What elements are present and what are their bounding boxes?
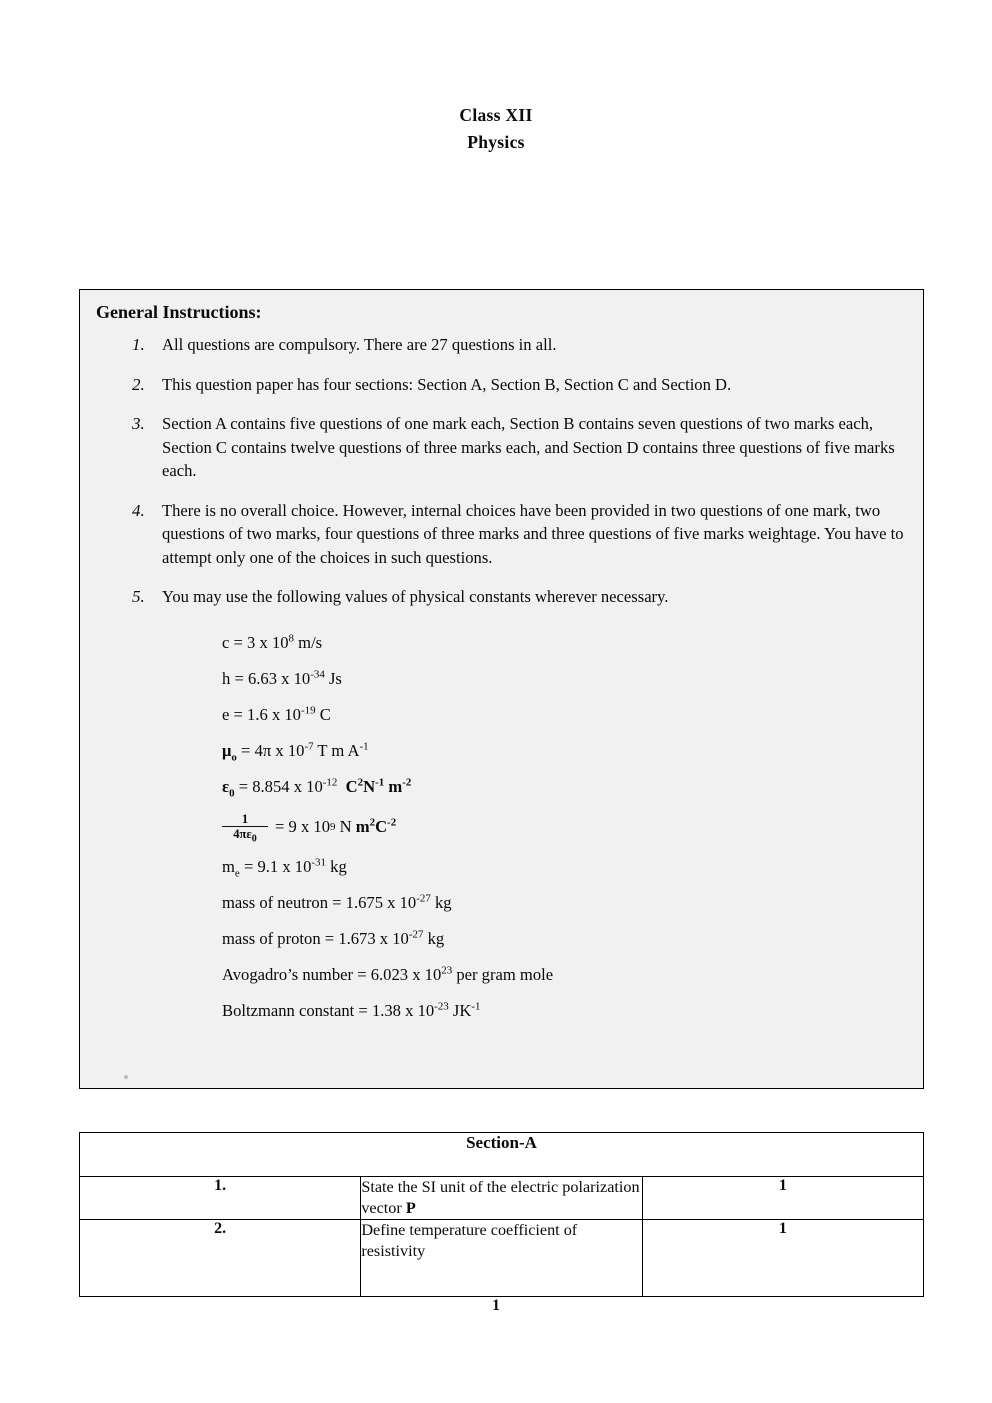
constant-exponent: -7 (304, 739, 314, 752)
constant-label: Boltzmann constant (222, 1000, 355, 1020)
page-number: 1 (492, 1297, 500, 1314)
constant-unit: C (375, 816, 388, 836)
constant-unit: C (319, 704, 331, 724)
constant-exponent: 8 (288, 631, 294, 644)
equals-sign: = (233, 704, 243, 724)
section-a-table (79, 1132, 924, 1297)
page-footer (0, 1297, 992, 1315)
constant-unit: C (345, 776, 358, 796)
constant-exponent: -31 (311, 855, 326, 868)
constant-mantissa: 1.38 x 10 (371, 1000, 435, 1020)
constant-mantissa: 9 x 10 (288, 816, 330, 836)
constant-subscript: 0 (229, 786, 235, 799)
question-number: 2. (80, 1220, 361, 1297)
equals-sign: = (233, 632, 243, 652)
constant-symbol: e (222, 704, 230, 724)
constant-exponent: -12 (322, 775, 338, 788)
constant-symbol: c (222, 632, 230, 652)
instruction-number: 4. (132, 500, 145, 520)
constant-label: Avogadro’s number (222, 964, 354, 984)
constant-unit-exponent: -1 (471, 999, 481, 1012)
instructions-list (96, 333, 907, 609)
instruction-text: All questions are compulsory. There are 27 questions in all. (162, 335, 557, 354)
question-text: State the SI unit of the electric polarization vector P (361, 1177, 642, 1220)
table-row (80, 1220, 924, 1297)
constant-exponent: 23 (441, 963, 453, 976)
constant-mantissa: 1.6 x 10 (247, 704, 301, 724)
constant-unit: N (339, 816, 352, 836)
instruction-item-1 (96, 333, 907, 357)
fraction-denominator: $4\pi\varepsilon_0$ (233, 827, 257, 845)
constant-unit: m (388, 776, 403, 796)
constant-boltzmann (222, 993, 907, 1029)
equals-sign: = (234, 668, 244, 688)
constant-unit-exponent: 2 (369, 815, 376, 828)
physical-constants-list (96, 625, 907, 1029)
constant-label: mass of proton (222, 928, 321, 948)
instruction-number: 3. (132, 414, 145, 433)
constant-mantissa: 8.854 x 10 (252, 776, 323, 796)
instruction-item-3 (96, 412, 907, 483)
constant-elementary-charge (222, 697, 907, 733)
constant-exponent: -27 (408, 927, 424, 940)
constant-symbol: ε (222, 776, 230, 796)
constant-exponent: -23 (434, 999, 449, 1012)
instruction-text: Section A contains five questions of one mark each, Section B contains seven questions of two marks each, Section C contains twelve questions of three marks each, and Section D contains three questions of five marks each. (162, 414, 895, 480)
constant-mantissa: 1.675 x 10 (345, 892, 417, 912)
constant-unit-exponent: 2 (357, 775, 364, 788)
constant-unit: T m A (317, 740, 360, 760)
constant-unit: N (363, 776, 376, 796)
constant-unit: per gram mole (456, 964, 554, 984)
instruction-item-4 (96, 499, 907, 570)
constant-proton-mass (222, 921, 907, 957)
equals-sign: = (243, 856, 254, 876)
constant-mantissa: 6.023 x 10 (370, 964, 442, 984)
constant-symbol: h (222, 668, 231, 688)
constant-avogadro-number (222, 957, 907, 993)
document-header (0, 102, 992, 156)
constant-permeability-of-free-space (222, 733, 907, 769)
constant-subscript: o (231, 750, 237, 763)
instruction-number: 1. (132, 335, 145, 354)
constant-coulomb-constant: $\frac{1}{4\pi\varepsilon_0}$ = 9 x 10 9 N $m^2C^{-2}$ (222, 805, 907, 849)
scan-artifact-dot (124, 1075, 128, 1079)
equals-sign: = (357, 964, 367, 984)
constant-exponent: -27 (416, 891, 431, 904)
equals-sign: = (358, 1000, 368, 1020)
question-marks: 1 (642, 1177, 923, 1220)
constant-mantissa: 1.673 x 10 (338, 928, 409, 948)
section-heading-cell: Section-A (80, 1133, 924, 1177)
question-number: 1. (80, 1177, 361, 1220)
constant-unit: JK (452, 1000, 472, 1020)
question-text: Define temperature coefficient of resistivity (361, 1220, 642, 1297)
general-instructions-box (79, 289, 924, 1089)
equals-sign: = (241, 740, 251, 760)
constant-symbol: μ (222, 740, 232, 760)
constant-exponent: -34 (310, 667, 325, 680)
equals-sign: = (324, 928, 335, 948)
constant-mantissa: 3 x 10 (247, 632, 289, 652)
constant-label: mass of neutron (222, 892, 328, 912)
instruction-item-5 (96, 585, 907, 609)
vector-symbol: P (405, 1199, 416, 1217)
instructions-heading: General Instructions: (96, 302, 262, 322)
constant-planck (222, 661, 907, 697)
constant-unit-exponent: -1 (359, 739, 369, 752)
constant-mantissa: 4π x 10 (254, 740, 305, 760)
instruction-number: 2. (132, 374, 145, 394)
constant-unit-exponent: -2 (387, 815, 397, 828)
constant-unit: kg (427, 928, 445, 948)
section-heading-row (80, 1133, 924, 1177)
constant-mantissa: 6.63 x 10 (247, 668, 311, 688)
constant-neutron-mass (222, 885, 907, 921)
constant-unit: kg (434, 892, 452, 912)
constant-unit: m (355, 816, 370, 836)
equals-sign: = (238, 776, 249, 796)
page-title-class: Class XII (459, 105, 533, 125)
fraction-numerator: 1 (241, 811, 249, 826)
constant-unit: Js (328, 668, 342, 688)
instruction-item-2 (96, 373, 907, 397)
fraction (222, 811, 268, 845)
instruction-text: This question paper has four sections: Section A, Section B, Section C and Section D. (162, 374, 732, 394)
constant-speed-of-light (222, 625, 907, 661)
constant-unit-exponent: -2 (402, 775, 412, 788)
question-marks: 1 (642, 1220, 923, 1297)
instruction-number: 5. (132, 587, 145, 606)
constant-permittivity-of-free-space (222, 769, 907, 805)
equals-sign: = (275, 816, 285, 836)
equals-sign: = (332, 892, 342, 912)
constant-unit-exponent: -1 (375, 775, 385, 788)
instruction-text: You may use the following values of physical constants wherever necessary. (162, 587, 669, 606)
page-title-subject: Physics (467, 132, 525, 152)
table-row (80, 1177, 924, 1220)
constant-electron-mass (222, 849, 907, 885)
constant-unit: kg (330, 856, 347, 876)
instruction-text: There is no overall choice. However, internal choices have been provided in two questions of one mark, two questions of two marks, four questions of three marks and three questions of five marks weightage. You have to attempt only one of the choices in such questions. (162, 500, 904, 567)
constant-mantissa: 9.1 x 10 (257, 856, 312, 876)
constant-subscript: e (234, 866, 240, 879)
constant-symbol: m (222, 856, 235, 876)
constant-exponent: -19 (300, 703, 316, 716)
constant-unit: m/s (298, 632, 323, 652)
